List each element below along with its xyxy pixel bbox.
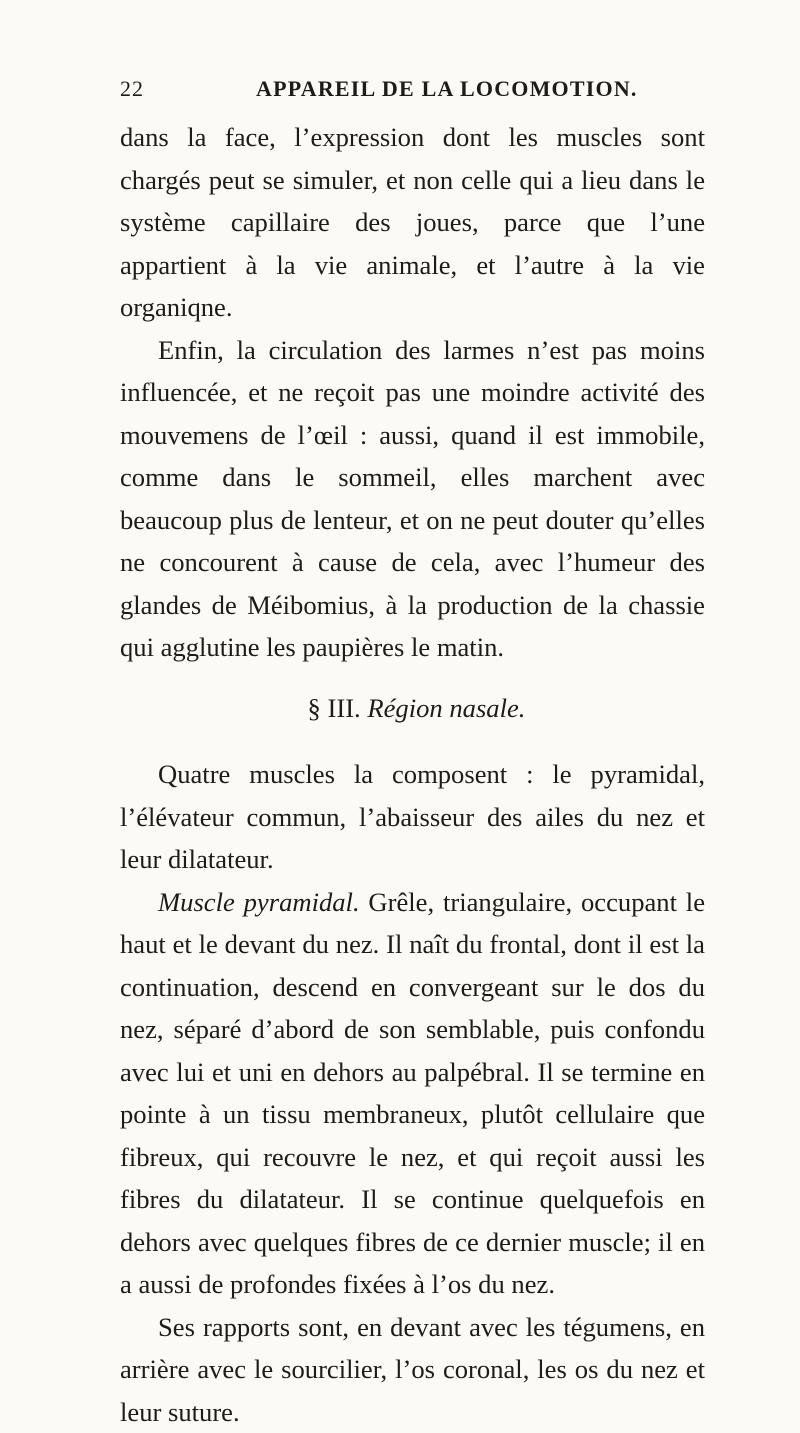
section-number: § III. xyxy=(308,693,361,723)
section-heading xyxy=(120,687,705,730)
pyramidal-text: Grêle, triangulaire, occupant le haut et le devant du nez. Il naît du frontal, dont il est la continuation, descend en convergeant sur le dos du nez, séparé d’abord de son semblable, puis confondu avec lui et uni en dehors au palpébral. Il se termine en pointe à un tissu membraneux, plutôt cellulaire que fibreux, qui recouvre le nez, et qui reçoit aussi les fibres du dilatateur. Il se continue quelquefois en dehors avec quelques fibres de ce dernier muscle; il en a aussi de profondes fixées à l’os du nez. xyxy=(120,887,705,1300)
pyramidal-heading: Muscle pyramidal. xyxy=(158,887,360,917)
paragraph-larmes: Enfin, la circulation des larmes n’est pas moins influencée, et ne reçoit pas une moindre activité des mouvemens de l’œil : aussi, quand il est immobile, comme dans le sommeil, elles marchent avec beaucoup plus de lenteur, et on ne peut douter qu’elles ne concourent à cause de cela, avec l’humeur des glandes de Méibomius, à la production de la chassie qui agglutine les paupières le matin. xyxy=(120,329,705,669)
paragraph-rapports: Ses rapports sont, en devant avec les tégumens, en arrière avec le sourcilier, l’os coronal, les os du nez et leur suture. xyxy=(120,1306,705,1433)
section-title: Région nasale. xyxy=(367,693,525,723)
page-number: 22 xyxy=(120,76,144,102)
paragraph-pyramidal xyxy=(120,881,705,1306)
paragraph-face: dans la face, l’expression dont les muscles sont chargés peut se simuler, et non celle qui a lieu dans le système capillaire des joues, parce que l’une appartient à la vie animale, et l’autre à la vie organiqne. xyxy=(120,116,705,329)
paragraph-intro: Quatre muscles la composent : le pyramidal, l’élévateur commun, l’abaisseur des ailes du nez et leur dilatateur. xyxy=(120,753,705,881)
running-header xyxy=(120,70,680,104)
running-title: APPAREIL DE LA LOCOMOTION. xyxy=(256,76,638,102)
body-text xyxy=(120,116,705,1433)
